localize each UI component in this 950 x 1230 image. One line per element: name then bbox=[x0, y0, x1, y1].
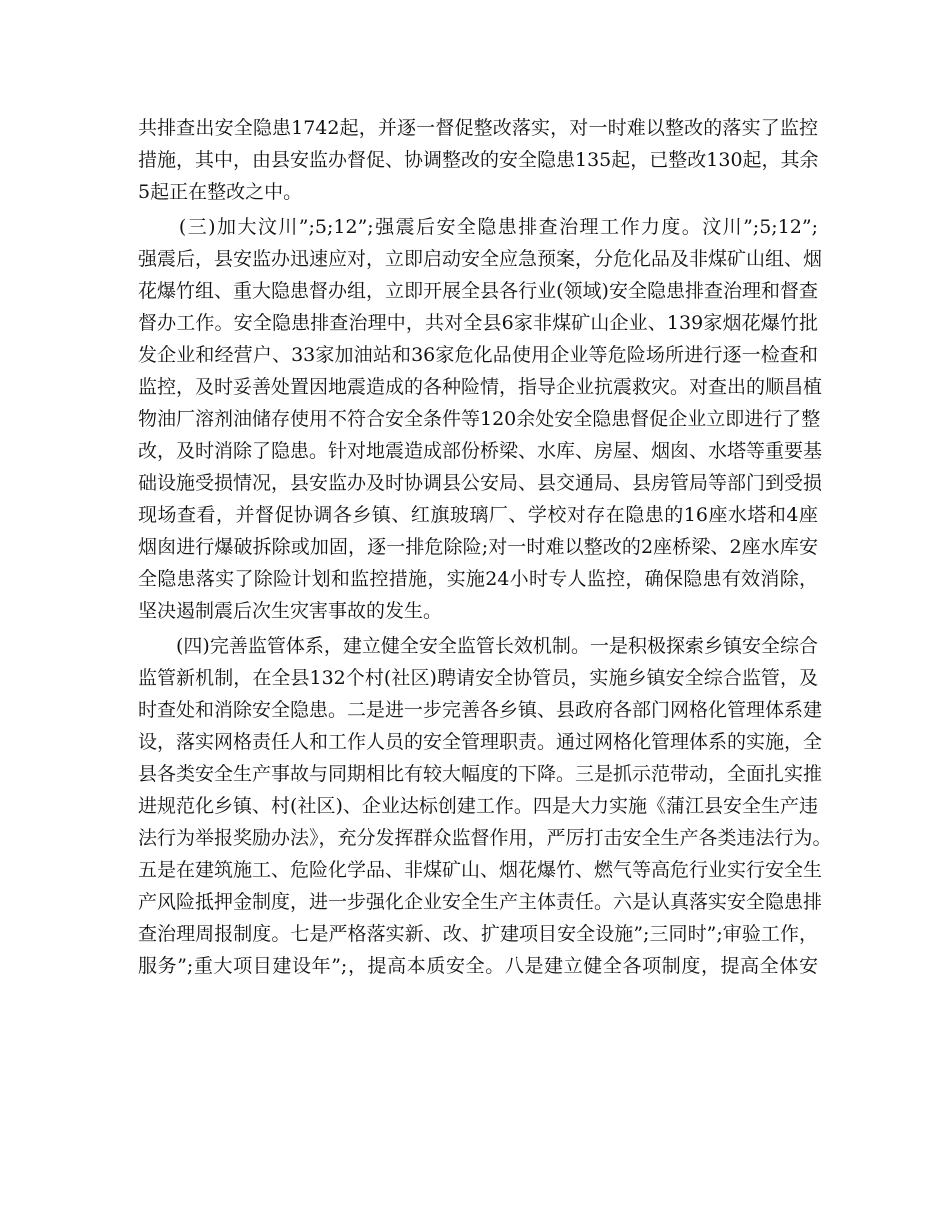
text-line: 共排查出安全隐患1742起，并逐一督促整改落实，对一时难以整改的落实了监控 bbox=[138, 117, 818, 139]
text-line: 进规范化乡镇、村(社区)、企业达标创建工作。四是大力实施《蒲江县安全生产违 bbox=[138, 795, 818, 817]
text-line: 督办工作。安全隐患排查治理中，共对全县6家非煤矿山企业、139家烟花爆竹批 bbox=[138, 312, 818, 334]
paragraph-2 bbox=[138, 211, 823, 627]
text-line: 时查处和消除安全隐患。二是进一步完善各乡镇、县政府各部门网格化管理体系建 bbox=[138, 699, 823, 721]
text-line: 发企业和经营户、33家加油站和36家危化品使用企业等危险场所进行逐一检查和 bbox=[138, 344, 818, 366]
text-line: 服务”;重大项目建设年”;，提高本质安全。八是建立健全各项制度，提高全体安 bbox=[138, 955, 818, 977]
text-line: 产风险抵押金制度，进一步强化企业安全生产主体责任。六是认真落实安全隐患排 bbox=[138, 891, 823, 913]
text-line: (四)完善监管体系，建立健全安全监管长效机制。一是积极探索乡镇安全综合 bbox=[138, 635, 818, 657]
text-line: 现场查看，并督促协调各乡镇、红旗玻璃厂、学校对存在隐患的16座水塔和4座 bbox=[138, 504, 818, 526]
text-line: 五是在建筑施工、危险化学品、非煤矿山、烟花爆竹、燃气等高危行业实行安全生 bbox=[138, 859, 823, 881]
text-line: 设，落实网格责任人和工作人员的安全管理职责。通过网格化管理体系的实施，全 bbox=[138, 731, 823, 753]
body-text bbox=[138, 112, 832, 982]
paragraph-3 bbox=[138, 630, 832, 982]
text-line: 物油厂溶剂油储存使用不符合安全条件等120余处安全隐患督促企业立即进行了整 bbox=[138, 408, 821, 430]
text-line: 烟囱进行爆破拆除或加固，逐一排危除险;对一时难以整改的2座桥梁、2座水库安 bbox=[138, 536, 818, 558]
text-line: 监管新机制，在全县132个村(社区)聘请安全协管员，实施乡镇安全综合监管，及 bbox=[138, 667, 818, 689]
text-line: 监控，及时妥善处置因地震造成的各种险情，指导企业抗震救灾。对查出的顺昌植 bbox=[138, 376, 823, 398]
text-line: 全隐患落实了除险计划和监控措施，实施24小时专人监控，确保隐患有效消除， bbox=[138, 568, 818, 590]
text-line: 县各类安全生产事故与同期相比有较大幅度的下降。三是抓示范带动，全面扎实推 bbox=[138, 763, 823, 785]
text-line: 坚决遏制震后次生灾害事故的发生。 bbox=[138, 600, 443, 622]
text-line: (三)加大汶川”;5;12”;强震后安全隐患排查治理工作力度。汶川”;5;12”; bbox=[138, 216, 818, 238]
text-line: 法行为举报奖励办法》，充分发挥群众监督作用，严厉打击安全生产各类违法行为。 bbox=[138, 827, 832, 849]
text-line: 强震后，县安监办迅速应对，立即启动安全应急预案，分危化品及非煤矿山组、烟 bbox=[138, 248, 823, 270]
text-line: 5起正在整改之中。 bbox=[138, 181, 303, 203]
paragraph-1 bbox=[138, 112, 818, 208]
text-line: 础设施受损情况，县安监办及时协调县公安局、县交通局、县房管局等部门到受损 bbox=[138, 472, 823, 494]
text-line: 花爆竹组、重大隐患督办组，立即开展全县各行业(领域)安全隐患排查治理和督查 bbox=[138, 280, 818, 302]
text-line: 措施，其中，由县安监办督促、协调整改的安全隐患135起，已整改130起，其余 bbox=[138, 149, 819, 171]
text-line: 查治理周报制度。七是严格落实新、改、扩建项目安全设施”;三同时”;审验工作， bbox=[138, 923, 818, 945]
text-line: 改，及时消除了隐患。针对地震造成部份桥梁、水库、房屋、烟囱、水塔等重要基 bbox=[138, 440, 823, 462]
